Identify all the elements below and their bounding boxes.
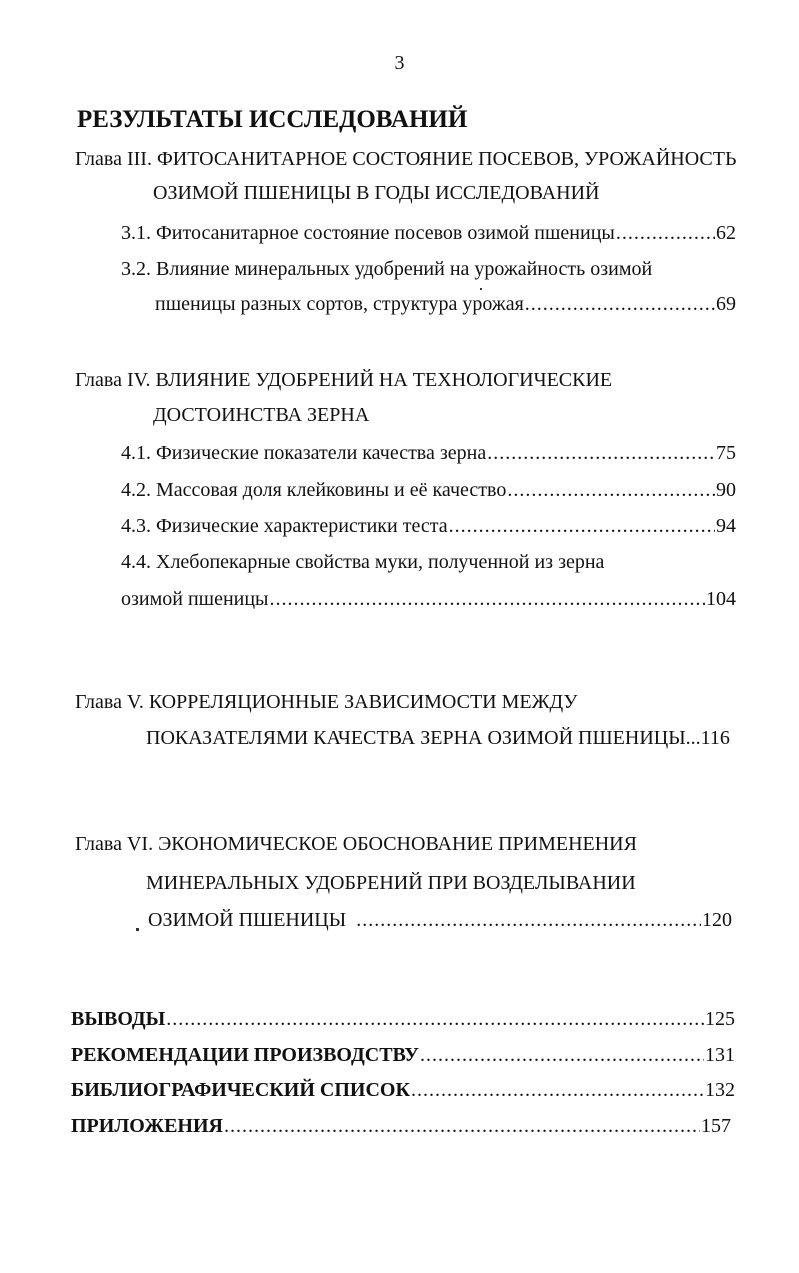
toc-entry-page: 62 [716, 222, 736, 244]
dot-leader [525, 291, 715, 317]
toc-entry-text: РЕКОМЕНДАЦИИ ПРОИЗВОДСТВУ [71, 1044, 419, 1066]
dot-leader [420, 1042, 704, 1068]
toc-entry-page: 104 [706, 588, 736, 610]
toc-entry-page: 125 [705, 1008, 735, 1030]
toc-entry-3-1[interactable] [121, 220, 736, 246]
toc-entry-4-4-line-1: 4.4. Хлебопекарные свойства муки, полученной из зерна [121, 551, 605, 573]
toc-entry-4-3[interactable] [121, 513, 736, 539]
toc-entry-3-2-line-1: 3.2. Влияние минеральных удобрений на урожайность озимой [121, 258, 653, 280]
toc-entry-appendices[interactable] [71, 1113, 731, 1139]
chapter-5-title-line-1: Глава V. КОРРЕЛЯЦИОННЫЕ ЗАВИСИМОСТИ МЕЖДУ [75, 691, 578, 713]
toc-entry-4-4[interactable] [121, 586, 736, 612]
chapter-3-title-line-2: ОЗИМОЙ ПШЕНИЦЫ В ГОДЫ ИССЛЕДОВАНИЙ [153, 182, 600, 204]
dot-leader [449, 513, 715, 539]
toc-entry-page: 132 [705, 1079, 735, 1101]
chapter-4-title-line-2: ДОСТОИНСТВА ЗЕРНА [153, 404, 370, 426]
toc-entry-text: ОЗИМОЙ ПШЕНИЦЫ [148, 909, 347, 931]
stray-mark [136, 928, 139, 931]
toc-entry-text: ПРИЛОЖЕНИЯ [71, 1115, 223, 1137]
toc-entry-4-1[interactable] [121, 440, 736, 466]
toc-entry-text: 3.1. Фитосанитарное состояние посевов озимой пшеницы [121, 222, 615, 244]
dot-leader [411, 1077, 704, 1103]
toc-entry-page: 90 [716, 479, 736, 501]
dot-leader [616, 220, 715, 246]
dot-leader [356, 907, 701, 933]
toc-entry-bibliography[interactable] [71, 1077, 735, 1103]
toc-entry-conclusions[interactable] [71, 1006, 735, 1032]
toc-entry-text: пшеницы разных сортов, структура урожая [155, 293, 524, 315]
toc-entry-4-2[interactable] [121, 477, 736, 503]
toc-entry-3-2[interactable] [155, 291, 736, 317]
chapter-6-title-line-2: МИНЕРАЛЬНЫХ УДОБРЕНИЙ ПРИ ВОЗДЕЛЫВАНИИ [146, 872, 636, 894]
chapter-6-title-line-1: Глава VI. ЭКОНОМИЧЕСКОЕ ОБОСНОВАНИЕ ПРИМЕНЕНИЯ [75, 833, 637, 855]
section-heading: РЕЗУЛЬТАТЫ ИССЛЕДОВАНИЙ [77, 106, 468, 133]
toc-entry-text: озимой пшеницы [121, 588, 269, 610]
toc-entry-page: 94 [716, 515, 736, 537]
toc-entry-page: 157 [701, 1115, 731, 1137]
dot-leader [507, 477, 715, 503]
chapter-3-title-line-1: Глава III. ФИТОСАНИТАРНОЕ СОСТОЯНИЕ ПОСЕВОВ, УРОЖАЙНОСТЬ [75, 148, 737, 170]
dot-leader [270, 586, 706, 612]
toc-entry-page: 120 [702, 909, 732, 931]
toc-entry-page: 69 [716, 293, 736, 315]
chapter-6-title-line-3[interactable] [148, 907, 732, 933]
toc-entry-page: 131 [705, 1044, 735, 1066]
toc-entry-recommendations[interactable] [71, 1042, 735, 1068]
chapter-4-title-line-1: Глава IV. ВЛИЯНИЕ УДОБРЕНИЙ НА ТЕХНОЛОГИЧЕСКИЕ [75, 369, 613, 391]
stray-mark [480, 288, 482, 290]
toc-entry-text: БИБЛИОГРАФИЧЕСКИЙ СПИСОК [71, 1079, 410, 1101]
toc-entry-text: 4.2. Массовая доля клейковины и её качество [121, 479, 507, 501]
toc-entry-text: ВЫВОДЫ [71, 1008, 166, 1030]
dot-leader [487, 440, 715, 466]
page-number: 3 [394, 52, 405, 74]
toc-entry-text: 4.3. Физические характеристики теста [121, 515, 448, 537]
dot-leader [166, 1006, 704, 1032]
toc-entry-page: 75 [716, 442, 736, 464]
chapter-5-title-line-2[interactable]: ПОКАЗАТЕЛЯМИ КАЧЕСТВА ЗЕРНА ОЗИМОЙ ПШЕНИЦЫ...116 [146, 727, 730, 749]
toc-entry-text: 4.1. Физические показатели качества зерна [121, 442, 487, 464]
dot-leader [224, 1113, 700, 1139]
